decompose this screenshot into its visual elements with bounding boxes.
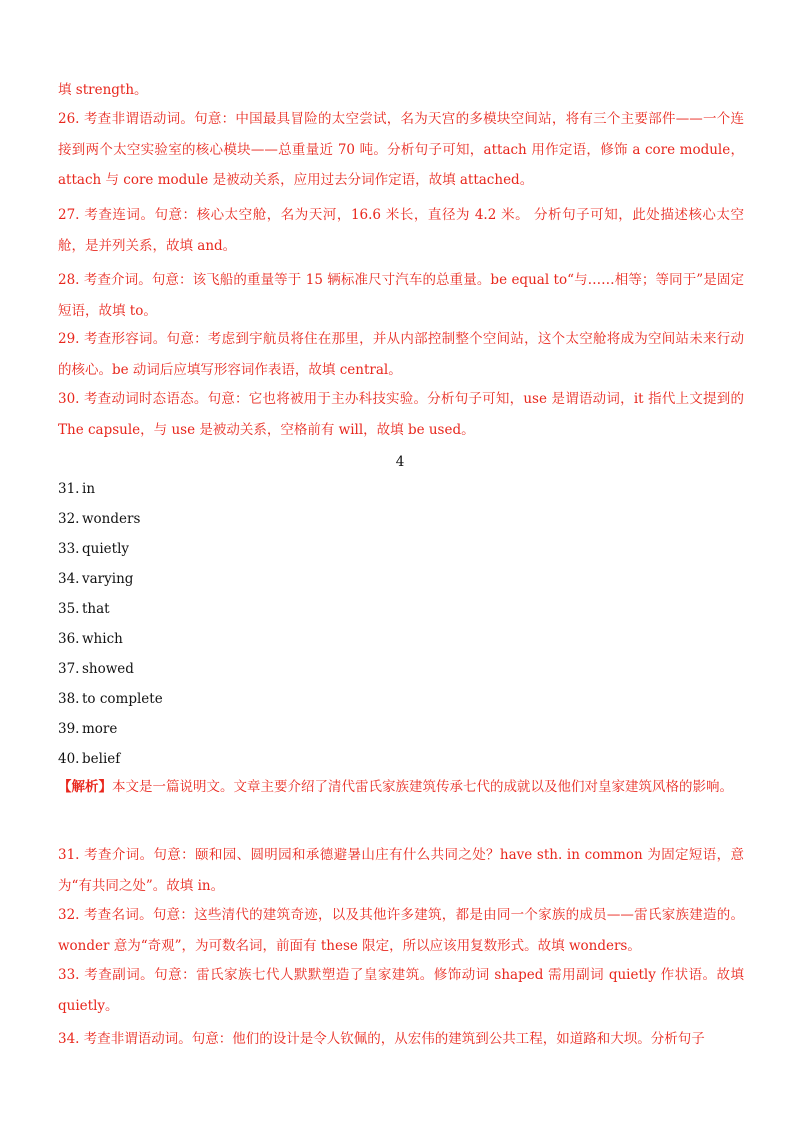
answer-item [58,481,95,497]
answer-value: which [82,631,123,647]
explanation-text: 考查非谓语动词。句意：他们的设计是令人钦佩的，从宏伟的建筑到公共工程，如道路和大坝。分析句子 [83,1031,705,1047]
answer-item [58,661,134,677]
item-number: 27. [58,207,80,223]
answer-number: 37. [58,661,80,677]
explanation-text: 考查动词时态语态。句意：它也将被用于主办科技实验。分析句子可知，use 是谓语动词，it 指代上文提到的 The capsule，与 use 是被动关系，空格前有 will，故填 be used。 [58,391,745,438]
explanation-text: 考查形容词。句意：考虑到宇航员将住在那里，并从内部控制整个空间站，这个太空舱将成为空间站未来行动的核心。be 动词后应填写形容词作表语，故填 central。 [58,331,744,378]
answer-value: quietly [82,541,130,557]
answer-number: 36. [58,631,80,647]
explanation-28 [58,265,744,326]
item-number: 32. [58,907,80,923]
answer-number: 40. [58,751,80,767]
answer-item [58,601,110,617]
answer-item [58,721,117,737]
item-number: 28. [58,272,80,288]
answer-number: 33. [58,541,80,557]
answer-number: 34. [58,571,80,587]
answer-value: belief [82,751,121,767]
answer-value: that [82,601,110,617]
explanation-text: 考查连词。句意：核心太空舱，名为天河，16.6 米长，直径为 4.2 米。 分析句子可知，此处描述核心太空舱，是并列关系，故填 and。 [58,207,744,254]
answer-item [58,571,133,587]
answer-value: more [82,721,118,737]
answer-value: in [82,481,96,497]
item-number: 26. [58,111,80,127]
answer-item [58,691,163,707]
item-number: 33. [58,967,80,983]
explanation-text: 考查介词。句意：该飞船的重量等于 15 辆标准尺寸汽车的总重量。be equal to“与……相等；等同于”是固定短语，故填 to。 [58,272,744,319]
answer-value: wonders [82,511,141,527]
answer-item [58,631,123,647]
answer-number: 31. [58,481,80,497]
explanation-29 [58,324,744,385]
explanation-26 [58,104,744,196]
explanation-text: 考查副词。句意：雷氏家族七代人默默塑造了皇家建筑。修饰动词 shaped 需用副词 quietly 作状语。故填 quietly。 [58,967,745,1014]
explanation-30 [58,384,744,445]
analysis-paragraph [58,772,744,803]
answer-item [58,541,129,557]
analysis-text: 本文是一篇说明文。文章主要介绍了清代雷氏家族建筑传承七代的成就以及他们对皇家建筑风格的影响。 [112,779,733,795]
explanation-34 [58,1024,744,1055]
answer-number: 32. [58,511,80,527]
explanation-32 [58,900,744,961]
explanation-27 [58,200,744,261]
answer-number: 38. [58,691,80,707]
answer-value: varying [82,571,134,587]
answer-item [58,751,120,767]
section-number: 4 [395,454,405,470]
item-number: 30. [58,391,80,407]
explanation-31 [58,840,744,901]
explanation-text: 考查非谓语动词。句意：中国最具冒险的太空尝试，名为天宫的多模块空间站，将有三个主要部件——一个连接到两个太空实验室的核心模块——总重量近 70 吨。分析句子可知，attach 用作定语，修饰 a core module，attach 与 core module 是被动关系，应用过去分词作定语，故填 attached。 [58,111,745,188]
explanation-33 [58,960,744,1021]
answer-item [58,511,140,527]
explanation-text: 考查介词。句意：颐和园、圆明园和承德避暑山庄有什么共同之处？have sth. in common 为固定短语，意为“有共同之处”。故填 in。 [58,847,744,894]
item-number: 29. [58,331,80,347]
answer-value: to complete [82,691,163,707]
answer-value: showed [82,661,134,677]
analysis-tag: 【解析】 [58,779,112,795]
answer-number: 39. [58,721,80,737]
item-number: 34. [58,1031,80,1047]
continued-fragment: 填 strength。 [58,82,148,98]
item-number: 31. [58,847,80,863]
explanation-text: 考查名词。句意：这些清代的建筑奇迹，以及其他许多建筑，都是由同一个家族的成员——雷氏家族建造的。wonder 意为“奇观”，为可数名词，前面有 these 限定，所以应该用复数形式。故填 wonders。 [58,907,745,954]
answer-number: 35. [58,601,80,617]
